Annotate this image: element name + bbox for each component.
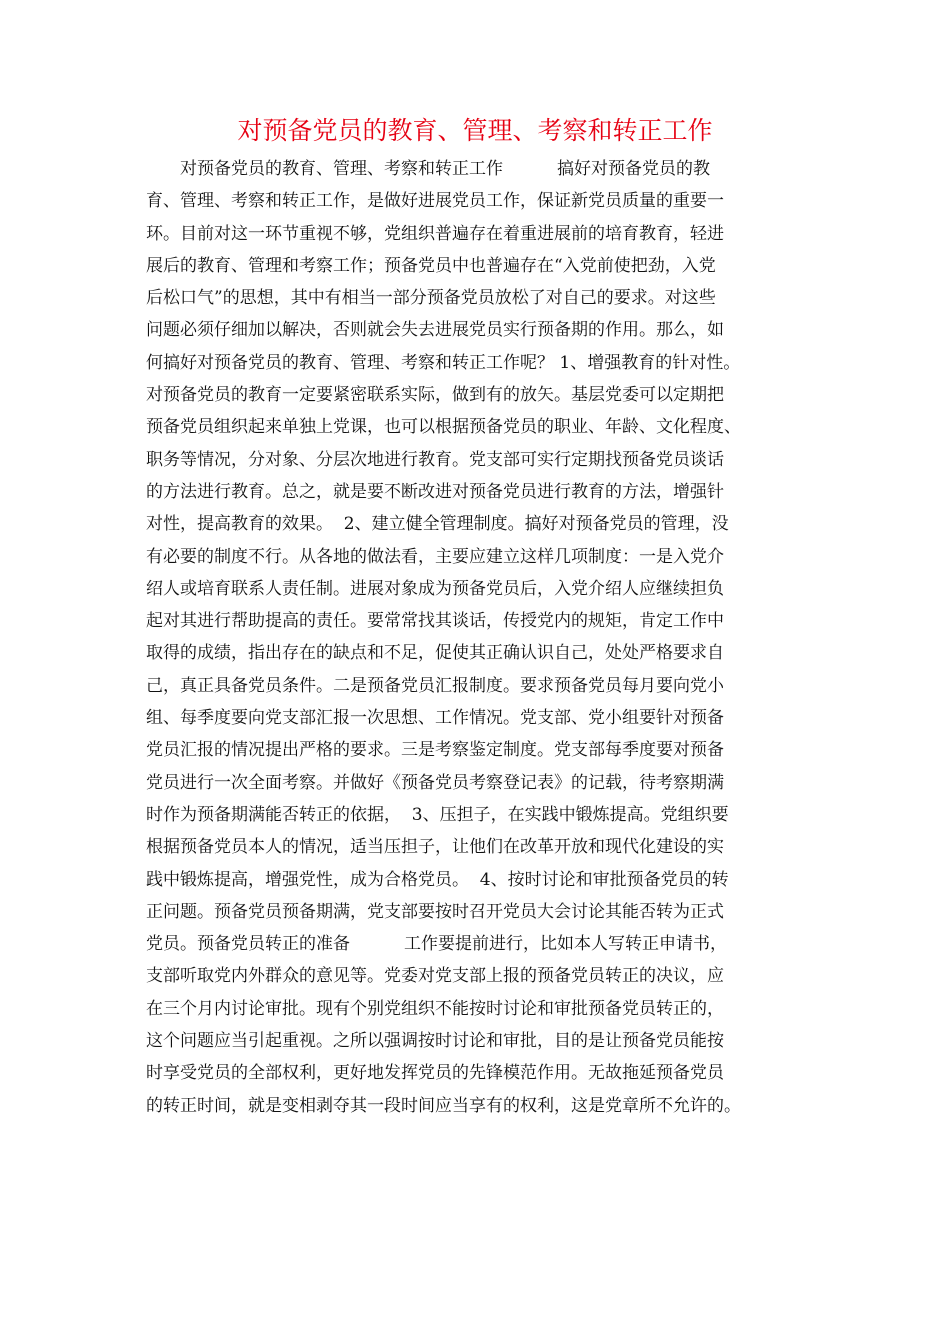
body-line: 预备党员组织起来单独上党课，也可以根据预备党员的职业、年龄、文化程度、 bbox=[146, 417, 741, 438]
body-line: 对性，提高教育的效果。 2、建立健全管理制度。搞好对预备党员的管理，没 bbox=[146, 514, 729, 535]
body-line: 时享受党员的全部权利，更好地发挥党员的先锋模范作用。无故拖延预备党员 bbox=[146, 1063, 724, 1084]
document-body bbox=[146, 153, 806, 1122]
body-line: 支部听取党内外群众的意见等。党委对党支部上报的预备党员转正的决议，应 bbox=[146, 966, 724, 987]
body-line: 有必要的制度不行。从各地的做法看，主要应建立这样几项制度：一是入党介 bbox=[146, 546, 724, 567]
body-line: 践中锻炼提高，增强党性，成为合格党员。 4、按时讨论和审批预备党员的转 bbox=[146, 869, 729, 890]
body-line: 党员进行一次全面考察。并做好《预备党员考察登记表》的记载，待考察期满 bbox=[146, 772, 724, 793]
body-line: 问题必须仔细加以解决，否则就会失去进展党员实行预备期的作用。那么，如 bbox=[146, 320, 724, 341]
body-line: 育、管理、考察和转正工作，是做好进展党员工作，保证新党员质量的重要一 bbox=[146, 191, 724, 212]
body-line: 组、每季度要向党支部汇报一次思想、工作情况。党支部、党小组要针对预备 bbox=[146, 708, 724, 729]
body-line: 对预备党员的教育、管理、考察和转正工作 搞好对预备党员的教 bbox=[180, 159, 711, 179]
document-title: 对预备党员的教育、管理、考察和转正工作 bbox=[237, 116, 713, 145]
body-line: 这个问题应当引起重视。之所以强调按时讨论和审批，目的是让预备党员能按 bbox=[146, 1031, 724, 1052]
body-line: 的转正时间，就是变相剥夺其一段时间应当享有的权利，这是党章所不允许的。 bbox=[146, 1095, 741, 1116]
body-line: 根据预备党员本人的情况，适当压担子，让他们在改革开放和现代化建设的实 bbox=[146, 837, 724, 858]
body-line: 的方法进行教育。总之，就是要不断改进对预备党员进行教育的方法，增强针 bbox=[146, 481, 724, 502]
body-line: 正问题。预备党员预备期满，党支部要按时召开党员大会讨论其能否转为正式 bbox=[146, 901, 724, 922]
body-line: 展后的教育、管理和考察工作；预备党员中也普遍存在“入党前使把劲，入党 bbox=[146, 255, 716, 276]
body-line: 党员汇报的情况提出严格的要求。三是考察鉴定制度。党支部每季度要对预备 bbox=[146, 740, 724, 761]
body-line: 取得的成绩，指出存在的缺点和不足，促使其正确认识自己，处处严格要求自 bbox=[146, 643, 724, 664]
body-line: 职务等情况，分对象、分层次地进行教育。党支部可实行定期找预备党员谈话 bbox=[146, 449, 724, 470]
body-line: 对预备党员的教育一定要紧密联系实际，做到有的放矢。基层党委可以定期把 bbox=[146, 385, 724, 406]
body-line: 起对其进行帮助提高的责任。要常常找其谈话，传授党内的规矩，肯定工作中 bbox=[146, 611, 724, 632]
body-line: 环。目前对这一环节重视不够，党组织普遍存在着重进展前的培育教育，轻进 bbox=[146, 223, 724, 244]
body-line: 时作为预备期满能否转正的依据， 3、压担子，在实践中锻炼提高。党组织要 bbox=[146, 804, 729, 825]
body-line: 己，真正具备党员条件。二是预备党员汇报制度。要求预备党员每月要向党小 bbox=[146, 675, 724, 696]
body-line: 何搞好对预备党员的教育、管理、考察和转正工作呢？ 1、增强教育的针对性。 bbox=[146, 352, 741, 373]
body-line: 后松口气”的思想，其中有相当一部分预备党员放松了对自己的要求。对这些 bbox=[146, 288, 716, 309]
body-line: 在三个月内讨论审批。现有个别党组织不能按时讨论和审批预备党员转正的， bbox=[146, 998, 724, 1019]
body-line: 绍人或培育联系人责任制。进展对象成为预备党员后，入党介绍人应继续担负 bbox=[146, 578, 724, 599]
body-line: 党员。预备党员转正的准备 工作要提前进行，比如本人写转正申请书， bbox=[146, 934, 728, 955]
